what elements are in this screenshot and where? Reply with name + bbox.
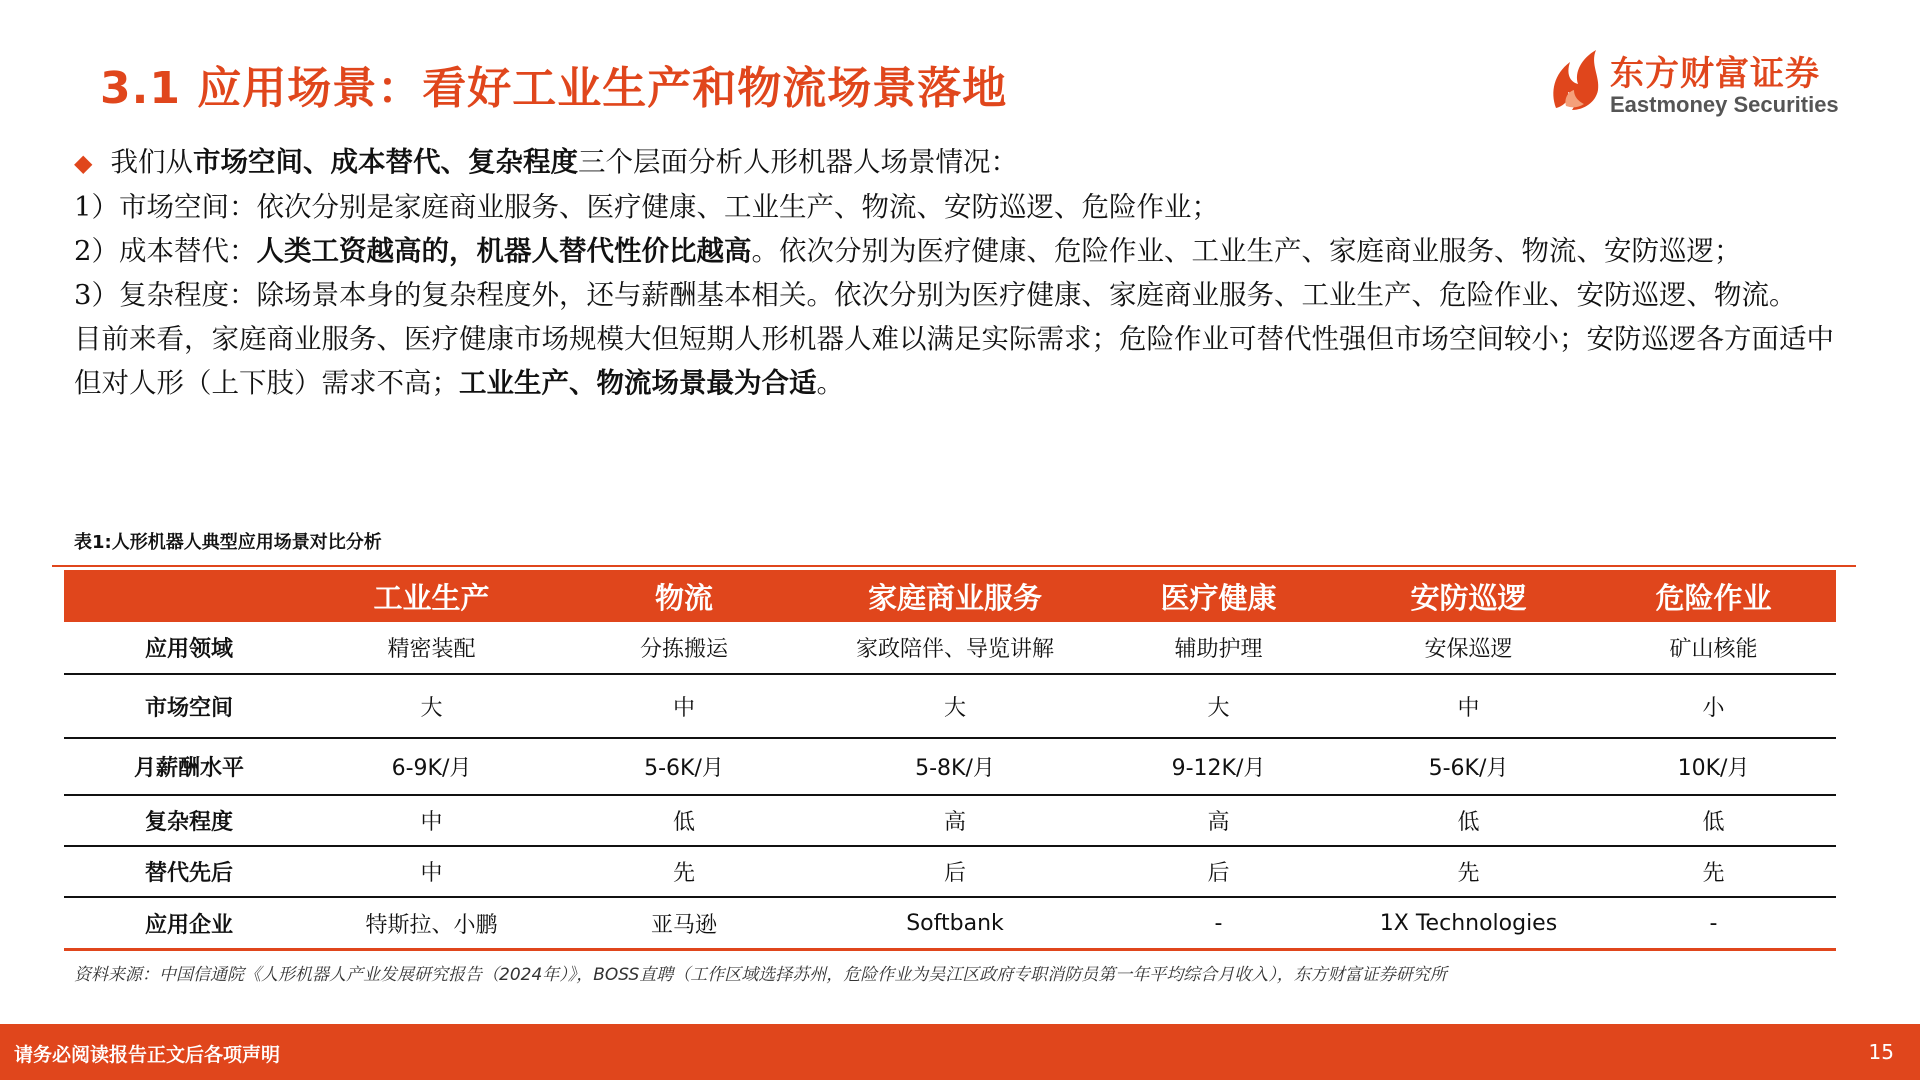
table-cell: 分拣搬运 (549, 622, 819, 674)
table-cell: 特斯拉、小鹏 (314, 897, 549, 950)
table-cell: 1X Technologies (1346, 897, 1591, 950)
table-cell: 后 (819, 846, 1091, 897)
table-cell: 高 (819, 795, 1091, 846)
table-cell: 小 (1591, 674, 1836, 738)
table-cell: 先 (1346, 846, 1591, 897)
table-cell: 中 (314, 846, 549, 897)
flame-logo-icon (1548, 48, 1604, 112)
source-note: 资料来源：中国信通院《人形机器人产业发展研究报告（2024年）》，BOSS直聘（工作区域选择苏州，危险作业为吴江区政府专职消防员第一年平均综合月收入），东方财富证券研究所 (74, 965, 1447, 985)
point-cost-substitution: 2）成本替代：人类工资越高的，机器人替代性价比越高。依次分别为医疗健康、危险作业、工业生产、家庭商业服务、物流、安防巡逻； (74, 235, 1742, 267)
table-cell: 辅助护理 (1091, 622, 1346, 674)
conclusion: 目前来看，家庭商业服务、医疗健康市场规模大但短期人形机器人难以满足实际需求；危险作业可替代性强但市场空间较小；安防巡逻各方面适中但对人形（上下肢）需求不高；工业生产、物流场景最为合适。 (74, 323, 1834, 399)
column-header: 医疗健康 (1091, 570, 1346, 622)
table-cell: 5-6K/月 (1346, 738, 1591, 795)
table-caption: 表1:人形机器人典型应用场景对比分析 (74, 532, 382, 553)
point-complexity: 3）复杂程度：除场景本身的复杂程度外，还与薪酬基本相关。依次分别为医疗健康、家庭商业服务、工业生产、危险作业、安防巡逻、物流。 (74, 279, 1797, 311)
table-cell: 精密装配 (314, 622, 549, 674)
table-row (64, 795, 1836, 846)
table-cell: 低 (549, 795, 819, 846)
table-cell: 中 (1346, 674, 1591, 738)
footer-bar (0, 1024, 1920, 1080)
table-cell: 矿山核能 (1591, 622, 1836, 674)
table-cell: - (1091, 897, 1346, 950)
row-header: 替代先后 (64, 846, 314, 897)
table-cell: 低 (1591, 795, 1836, 846)
table-cell: 大 (314, 674, 549, 738)
table-cell: 后 (1091, 846, 1346, 897)
table-cell: 高 (1091, 795, 1346, 846)
table-cell: - (1591, 897, 1836, 950)
company-logo (1548, 46, 1848, 118)
table-cell: 大 (1091, 674, 1346, 738)
table-cell: 10K/月 (1591, 738, 1836, 795)
table-cell: 安保巡逻 (1346, 622, 1591, 674)
row-header: 市场空间 (64, 674, 314, 738)
table-cell: 先 (1591, 846, 1836, 897)
table-row (64, 622, 1836, 674)
column-header: 工业生产 (314, 570, 549, 622)
table-cell: 低 (1346, 795, 1591, 846)
column-header: 危险作业 (1591, 570, 1836, 622)
row-header: 复杂程度 (64, 795, 314, 846)
column-header (64, 570, 314, 622)
column-header: 安防巡逻 (1346, 570, 1591, 622)
logo-chinese-name: 东方财富证券 (1610, 54, 1820, 94)
analysis-text (74, 140, 1854, 405)
table-cell: 中 (314, 795, 549, 846)
page-title: 3.1 应用场景：看好工业生产和物流场景落地 (100, 63, 1008, 114)
column-header: 家庭商业服务 (819, 570, 1091, 622)
table-cell: 9-12K/月 (1091, 738, 1346, 795)
logo-english-name: Eastmoney Securities (1610, 92, 1839, 117)
row-header: 应用企业 (64, 897, 314, 950)
footer-disclaimer: 请务必阅读报告正文后各项声明 (14, 1044, 281, 1066)
point-market-space: 1）市场空间：依次分别是家庭商业服务、医疗健康、工业生产、物流、安防巡逻、危险作业； (74, 191, 1219, 223)
scenario-comparison-table (64, 570, 1836, 951)
table-cell: 家政陪伴、导览讲解 (819, 622, 1091, 674)
table-cell: 6-9K/月 (314, 738, 549, 795)
table-cell: 中 (549, 674, 819, 738)
table-top-rule (52, 565, 1856, 567)
diamond-bullet-icon: ◆ (74, 149, 93, 177)
intro-line: ◆ 我们从市场空间、成本替代、复杂程度三个层面分析人形机器人场景情况： (74, 146, 1018, 178)
page-number: 15 (1868, 1040, 1894, 1064)
table-cell: 5-6K/月 (549, 738, 819, 795)
table-cell: 大 (819, 674, 1091, 738)
table-header-row (64, 570, 1836, 622)
table-row (64, 846, 1836, 897)
table-cell: Softbank (819, 897, 1091, 950)
table-row (64, 674, 1836, 738)
column-header: 物流 (549, 570, 819, 622)
table-cell: 5-8K/月 (819, 738, 1091, 795)
table-cell: 亚马逊 (549, 897, 819, 950)
table-row (64, 897, 1836, 950)
row-header: 月薪酬水平 (64, 738, 314, 795)
table-cell: 先 (549, 846, 819, 897)
table-row (64, 738, 1836, 795)
row-header: 应用领域 (64, 622, 314, 674)
